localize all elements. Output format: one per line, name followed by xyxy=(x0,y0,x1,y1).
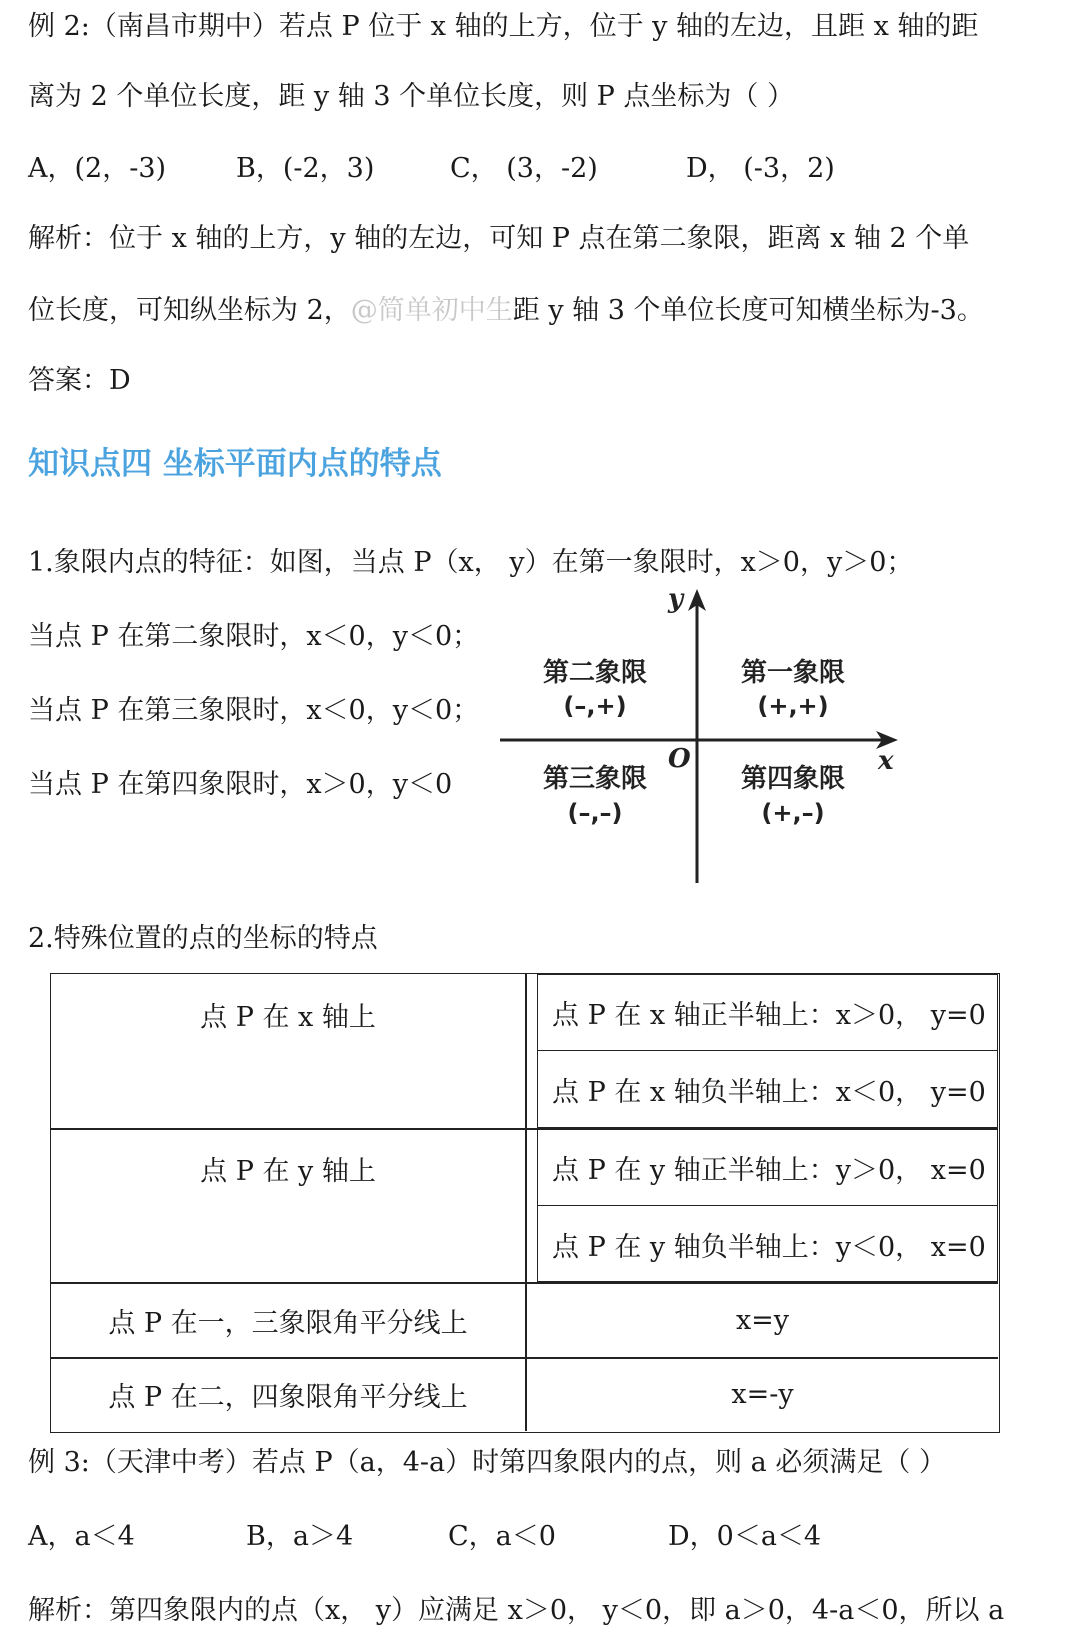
example2-options xyxy=(28,152,835,186)
quadrant-3-rule: 当点 P 在第三象限时，x＜0，y＜0； xyxy=(28,695,480,726)
quadrant-2-sign: (–,+) xyxy=(563,692,627,720)
example3-option-a: A，a＜4 xyxy=(28,1521,135,1552)
special-points-title: 2.特殊位置的点的坐标的特点 xyxy=(28,923,378,954)
quadrant-diagram-svg xyxy=(500,585,910,883)
x-negative-half-axis: 点 P 在 x 轴负半轴上：x＜0， y=0 xyxy=(552,1076,986,1108)
table-row-3-left: 点 P 在一，三象限角平分线上 xyxy=(108,1307,468,1339)
example3-option-c: C，a＜0 xyxy=(448,1521,556,1552)
example2-option-a: A，(2，-3) xyxy=(28,153,167,184)
quadrant-3-name: 第三象限 xyxy=(542,764,648,794)
table-row-1-left: 点 P 在 x 轴上 xyxy=(200,1001,376,1033)
quadrant-diagram xyxy=(500,585,910,883)
example2-option-c: C， (3，-2) xyxy=(450,153,598,184)
special-points-table xyxy=(50,973,1000,1433)
quadrant-2-rule: 当点 P 在第二象限时，x＜0，y＜0； xyxy=(28,621,480,652)
y-axis-label: y xyxy=(668,585,684,614)
example2-analysis-line1: 解析：位于 x 轴的上方，y 轴的左边，可知 P 点在第二象限，距离 x 轴 2 个单 xyxy=(28,223,970,254)
quadrant-feature-intro: 1.象限内点的特征：如图，当点 P（x， y）在第一象限时，x＞0，y＞0； xyxy=(28,547,914,578)
x-positive-half-axis: 点 P 在 x 轴正半轴上：x＞0， y=0 xyxy=(538,975,997,1051)
table-row-4-right: x=-y xyxy=(731,1379,794,1410)
example2-option-d: D， (-3，2) xyxy=(686,153,835,184)
example3-option-d: D，0＜a＜4 xyxy=(668,1521,822,1552)
quadrant-4-name: 第四象限 xyxy=(740,764,846,794)
quadrant-4-sign: (+,–) xyxy=(761,799,825,827)
quadrant-2-name: 第二象限 xyxy=(542,658,648,688)
x-axis-label: x xyxy=(878,746,894,776)
table-row-2-left: 点 P 在 y 轴上 xyxy=(200,1155,376,1187)
example2-question-line1: 例 2:（南昌市期中）若点 P 位于 x 轴的上方，位于 y 轴的左边，且距 x 轴的距 xyxy=(28,11,979,42)
example3-question: 例 3:（天津中考）若点 P（a，4-a）时第四象限内的点，则 a 必须满足（ ） xyxy=(28,1447,946,1478)
watermark: @简单初中生 xyxy=(350,295,513,326)
table-row-4-left: 点 P 在二，四象限角平分线上 xyxy=(108,1382,468,1413)
example2-question-line2: 离为 2 个单位长度，距 y 轴 3 个单位长度，则 P 点坐标为（ ） xyxy=(28,81,795,112)
example2-option-b: B，(-2，3) xyxy=(236,153,375,184)
table-row-3-right: x=y xyxy=(735,1304,790,1336)
example3-analysis-line1: 解析：第四象限内的点（x， y）应满足 x＞0， y＜0，即 a＞0，4-a＜0，所以 a xyxy=(28,1595,1005,1626)
table-row-1-subtable xyxy=(537,974,998,1128)
quadrant-3-sign: (–,–) xyxy=(567,799,623,827)
quadrant-4-rule: 当点 P 在第四象限时，x＞0，y＜0 xyxy=(28,769,453,800)
example2-answer: 答案：D xyxy=(28,365,131,396)
quadrant-1-sign: (+,+) xyxy=(757,692,829,720)
example2-analysis-part1: 位长度，可知纵坐标为 2， xyxy=(28,295,351,326)
quadrant-1-name: 第一象限 xyxy=(740,658,846,688)
y-positive-half-axis: 点 P 在 y 轴正半轴上：y＞0， x=0 xyxy=(538,1130,997,1206)
table-row-2-subtable xyxy=(537,1129,998,1282)
example2-analysis-part2: 距 y 轴 3 个单位长度可知横坐标为-3。 xyxy=(512,295,984,326)
example3-option-b: B，a＞4 xyxy=(246,1521,354,1552)
origin-label: O xyxy=(668,744,691,774)
y-negative-half-axis: 点 P 在 y 轴负半轴上：y＜0， x=0 xyxy=(552,1231,986,1263)
example3-options xyxy=(28,1520,821,1554)
section-heading: 知识点四 坐标平面内点的特点 xyxy=(28,446,442,482)
example2-analysis-line2 xyxy=(28,294,984,328)
